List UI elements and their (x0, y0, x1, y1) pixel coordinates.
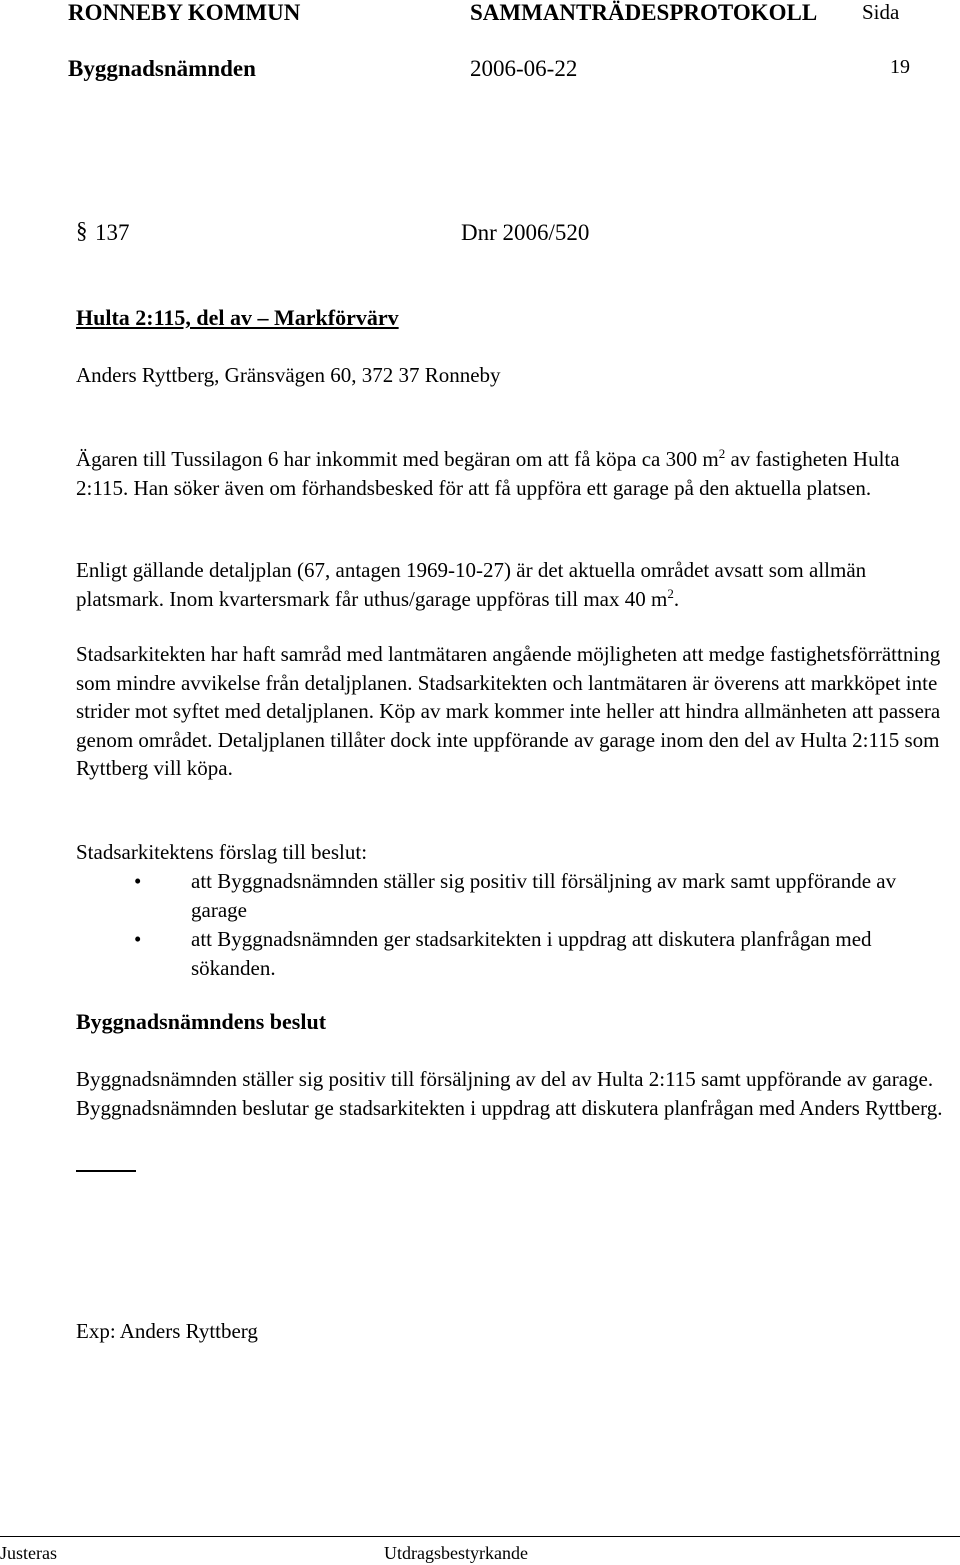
section-symbol: § (76, 218, 88, 243)
justeras-label: Justeras (0, 1543, 57, 1563)
p2-text-b: . (673, 586, 680, 611)
list-item (76, 925, 948, 982)
p2-text-a: Enligt gällande detaljplan (67, antagen 1969-10-27) är det aktuella området avsatt som allmän platsmark. Inom kvartersmark får uthus/garage uppföras till max 40 m (76, 558, 867, 611)
utdragsbestyrkande-label: Utdragsbestyrkande (384, 1543, 528, 1563)
decision-text: Byggnadsnämnden ställer sig positiv till försäljning av del av Hulta 2:115 samt uppförande av garage. Byggnadsnämnden beslutar ge stadsarkitekten i uppdrag att diskutera planfrågan med Anders Ryttberg. (76, 1067, 943, 1120)
paragraph-detailplan (76, 556, 948, 613)
p1-superscript: 2 (718, 446, 726, 461)
proposal-list (76, 867, 948, 983)
bullet-icon: • (134, 869, 142, 893)
case-title: Hulta 2:115, del av – Markförvärv (76, 305, 399, 330)
paragraph-request (76, 445, 948, 502)
protocol-title: SAMMANTRÄDESPROTOKOLL (470, 0, 818, 25)
committee-name: Byggnadsnämnden (68, 56, 256, 81)
proposal-heading: Stadsarkitektens förslag till beslut: (76, 840, 368, 864)
bullet-icon: • (134, 927, 142, 951)
p2-superscript: 2 (667, 585, 674, 601)
decision-heading: Byggnadsnämndens beslut (76, 1009, 327, 1034)
separator-line (76, 1170, 136, 1172)
municipality-name: RONNEBY KOMMUN (68, 0, 301, 25)
meeting-date: 2006-06-22 (470, 56, 578, 81)
proposal-item-text: att Byggnadsnämnden ställer sig positiv till försäljning av mark samt uppförande av garage (191, 869, 897, 922)
page-number: 19 (890, 56, 910, 78)
p1-text-a: Ägaren till Tussilagon 6 har inkommit med begäran om att få köpa ca 300 m (76, 447, 719, 471)
dnr-number: Dnr 2006/520 (461, 220, 590, 245)
list-item (76, 867, 948, 924)
p1-text-b: av fastigheten Hulta 2:115. Han söker även om förhandsbesked för att få uppföra ett garage på den aktuella platsen. (76, 447, 900, 500)
paragraph-consultation (76, 640, 948, 783)
case-number: 137 (95, 220, 130, 245)
p3-text: Stadsarkitekten har haft samråd med lantmätaren angående möjligheten att medge fastighetsförrättning som mindre avvikelse från detaljplanen. Stadsarkitekten och lantmätaren är överens att markköpet inte strider mot syftet med detaljplanen. Köp av mark kommer inte heller att hindra allmänheten att passera genom området. Detaljplanen tillåter dock inte uppförande av garage inom den del av Hulta 2:115 som Ryttberg vill köpa. (76, 642, 941, 780)
applicant-address: Anders Ryttberg, Gränsvägen 60, 372 37 Ronneby (76, 363, 501, 387)
proposal-item-text: att Byggnadsnämnden ger stadsarkitekten i uppdrag att diskutera planfrågan med sökanden. (191, 927, 872, 980)
footer-line (0, 1536, 960, 1537)
page-label: Sida (862, 0, 900, 24)
expedition-note: Exp: Anders Ryttberg (76, 1319, 258, 1343)
decision-text-block (76, 1065, 948, 1122)
